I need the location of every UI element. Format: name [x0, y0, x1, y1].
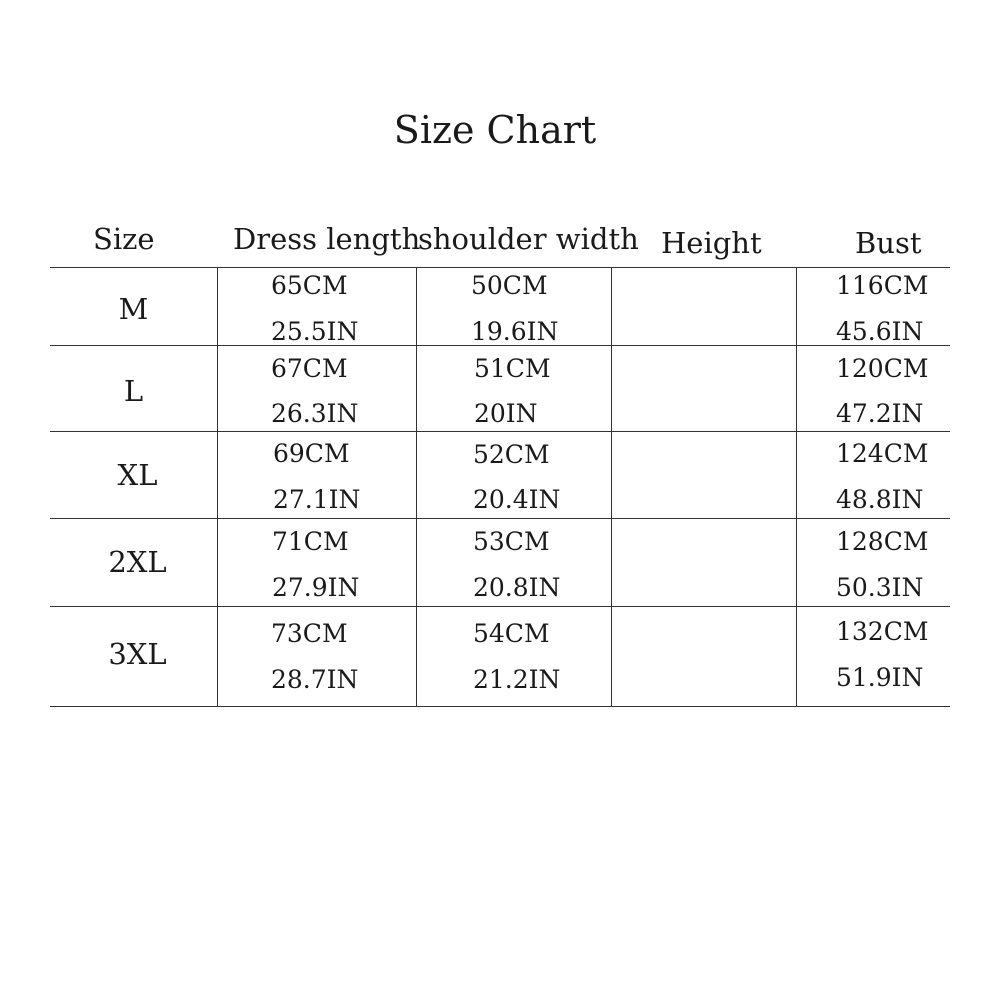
column-divider — [611, 519, 612, 606]
bust-cm: 128CM — [836, 527, 929, 556]
shoulder-width-cm: 54CM — [473, 619, 550, 648]
shoulder-width-in: 19.6IN — [471, 317, 559, 346]
header-shoulder-width: shoulder width — [418, 222, 639, 256]
table-row — [50, 268, 950, 346]
column-divider — [416, 519, 417, 606]
column-divider — [796, 432, 797, 518]
table-row — [50, 432, 950, 519]
shoulder-width-cm: 53CM — [473, 527, 550, 556]
header-dress-length: Dress length — [233, 222, 421, 256]
bust-cm: 120CM — [836, 354, 929, 383]
column-divider — [796, 268, 797, 345]
column-divider — [416, 607, 417, 706]
shoulder-width-in: 20.4IN — [473, 485, 561, 514]
dress-length-cm: 71CM — [272, 527, 349, 556]
shoulder-width-cm: 52CM — [473, 440, 550, 469]
column-divider — [217, 346, 218, 431]
size-table — [50, 267, 950, 707]
bust-cm: 132CM — [836, 617, 929, 646]
table-row — [50, 346, 950, 432]
column-divider — [416, 346, 417, 431]
size-label: M — [118, 292, 149, 326]
column-divider — [611, 607, 612, 706]
shoulder-width-cm: 51CM — [474, 354, 551, 383]
table-row — [50, 519, 950, 607]
column-divider — [796, 607, 797, 706]
size-label: 2XL — [108, 545, 167, 579]
header-bust: Bust — [855, 226, 922, 260]
bust-cm: 116CM — [836, 271, 929, 300]
shoulder-width-in: 21.2IN — [473, 665, 561, 694]
dress-length-in: 25.5IN — [271, 317, 359, 346]
table-header — [50, 222, 950, 268]
column-divider — [611, 432, 612, 518]
bust-in: 51.9IN — [836, 663, 924, 692]
shoulder-width-in: 20.8IN — [473, 573, 561, 602]
dress-length-cm: 73CM — [271, 619, 348, 648]
column-divider — [611, 268, 612, 345]
page-title: Size Chart — [393, 108, 597, 152]
size-label: XL — [117, 458, 158, 492]
column-divider — [416, 268, 417, 345]
size-label: 3XL — [108, 637, 167, 671]
table-row — [50, 607, 950, 707]
column-divider — [796, 346, 797, 431]
bust-in: 45.6IN — [836, 317, 924, 346]
header-height: Height — [661, 226, 762, 260]
header-size: Size — [93, 222, 155, 256]
bust-in: 50.3IN — [836, 573, 924, 602]
column-divider — [416, 432, 417, 518]
bust-cm: 124CM — [836, 439, 929, 468]
dress-length-in: 27.9IN — [272, 573, 360, 602]
bust-in: 48.8IN — [836, 485, 924, 514]
dress-length-in: 27.1IN — [273, 485, 361, 514]
dress-length-cm: 65CM — [271, 271, 348, 300]
column-divider — [796, 519, 797, 606]
shoulder-width-in: 20IN — [474, 399, 538, 428]
bust-in: 47.2IN — [836, 399, 924, 428]
shoulder-width-cm: 50CM — [471, 271, 548, 300]
column-divider — [217, 268, 218, 345]
dress-length-cm: 69CM — [273, 439, 350, 468]
dress-length-in: 28.7IN — [271, 665, 359, 694]
size-label: L — [123, 374, 144, 408]
dress-length-cm: 67CM — [271, 354, 348, 383]
column-divider — [611, 346, 612, 431]
dress-length-in: 26.3IN — [271, 399, 359, 428]
